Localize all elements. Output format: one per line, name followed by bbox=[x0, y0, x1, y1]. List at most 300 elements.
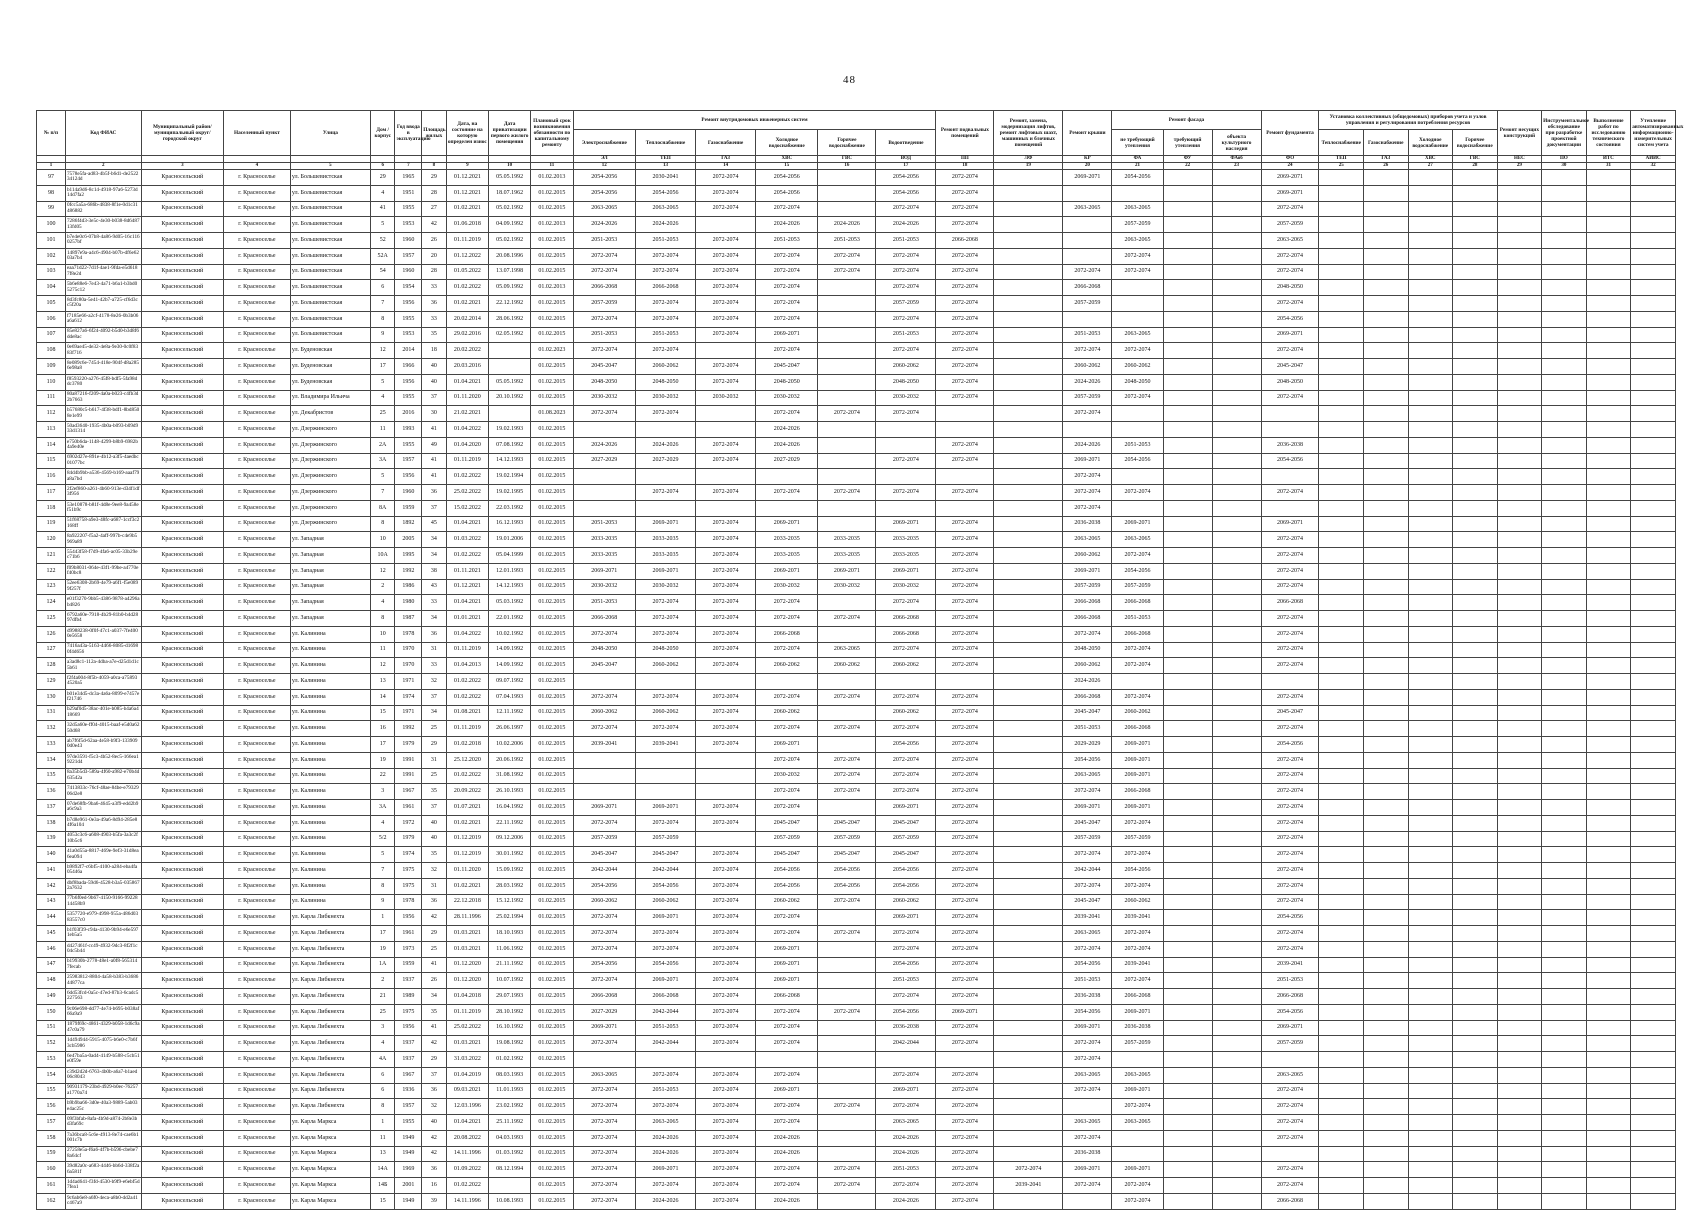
cell-foundation: 2072-2074 bbox=[1261, 721, 1319, 737]
cell-m-cold bbox=[1408, 941, 1453, 957]
cell-roof: 2072-2074 bbox=[936, 327, 994, 343]
cell-m-cold bbox=[1408, 957, 1453, 973]
cell-date-priv: 18.07.1962 bbox=[488, 185, 530, 201]
cell-date-priv: 04.03.1993 bbox=[488, 1130, 530, 1146]
cell-m-control bbox=[1586, 485, 1631, 501]
cell-sewer: 2072-2074 bbox=[876, 689, 936, 705]
cell-facade-warm bbox=[1163, 1036, 1212, 1052]
cell-m-hot bbox=[1453, 674, 1498, 690]
cell-m-energy bbox=[1631, 1115, 1676, 1131]
cell-municipal: Красносельский bbox=[141, 642, 223, 658]
cell-date-priv: 22.03.1992 bbox=[488, 500, 530, 516]
cell-street: ул. Калинина bbox=[290, 705, 370, 721]
cell-gid: b114a9d6-8c14-4918-97a6-5273d14d7fa2 bbox=[65, 185, 141, 201]
cell-facade-obj bbox=[1212, 343, 1261, 359]
cell-m-gas bbox=[1363, 1146, 1408, 1162]
cell-m-cold bbox=[1408, 422, 1453, 438]
cell-m-work bbox=[1497, 658, 1542, 674]
cell-m-heat bbox=[1319, 343, 1364, 359]
cell-settlement: г. Красноселье bbox=[224, 343, 291, 359]
cell-facade-warm bbox=[1163, 579, 1212, 595]
cell-m-cold bbox=[1408, 611, 1453, 627]
cell-facade-obj bbox=[1212, 1115, 1261, 1131]
cell-m-hot bbox=[1453, 532, 1498, 548]
cell-house: 4 bbox=[370, 390, 394, 406]
cell-num: 113 bbox=[37, 422, 66, 438]
cell-m-gas bbox=[1363, 721, 1408, 737]
cell-num: 118 bbox=[37, 500, 66, 516]
cell-basement bbox=[994, 390, 1063, 406]
cell-heat bbox=[635, 469, 695, 485]
cell-date-survey: 01.12.2021 bbox=[446, 170, 488, 186]
cell-gas bbox=[696, 217, 756, 233]
cell-house: 3А bbox=[370, 453, 394, 469]
cell-municipal: Красносельский bbox=[141, 1004, 223, 1020]
cell-num: 130 bbox=[37, 689, 66, 705]
cell-m-energy bbox=[1631, 705, 1676, 721]
cell-gid: 1879f69c-4861-4329-b058-1d6c9a47c0a79 bbox=[65, 1020, 141, 1036]
cell-foundation: 2066-2068 bbox=[1261, 1193, 1319, 1209]
cell-m-hot bbox=[1453, 1130, 1498, 1146]
cell-m-design bbox=[1542, 973, 1587, 989]
cell-m-energy bbox=[1631, 800, 1676, 816]
cell-planned: 01.02.2015 bbox=[531, 689, 573, 705]
cell-cold-water: 2054-2056 bbox=[756, 863, 818, 879]
cell-date-survey: 01.01.2021 bbox=[446, 611, 488, 627]
cell-year: 2014 bbox=[395, 343, 422, 359]
cell-year: 1970 bbox=[395, 642, 422, 658]
cell-m-energy bbox=[1631, 1099, 1676, 1115]
cell-m-design bbox=[1542, 721, 1587, 737]
cell-facade-req: 2069-2071 bbox=[1112, 800, 1163, 816]
cell-m-energy bbox=[1631, 500, 1676, 516]
cell-street: ул. Большевистская bbox=[290, 280, 370, 296]
cell-foundation: 2072-2074 bbox=[1261, 548, 1319, 564]
cell-lifts: 2072-2074 bbox=[1063, 343, 1112, 359]
cell-street: ул. Большевистская bbox=[290, 185, 370, 201]
cell-num: 153 bbox=[37, 1052, 66, 1068]
cell-roof: 2072-2074 bbox=[936, 453, 994, 469]
cell-facade-warm bbox=[1163, 437, 1212, 453]
cell-settlement: г. Красноселье bbox=[224, 752, 291, 768]
cell-street: ул. Карла Либкнехта bbox=[290, 910, 370, 926]
cell-facade-warm bbox=[1163, 1067, 1212, 1083]
cell-basement bbox=[994, 185, 1063, 201]
cell-gas: 2072-2074 bbox=[696, 563, 756, 579]
column-code bbox=[65, 156, 141, 163]
cell-m-heat bbox=[1319, 941, 1364, 957]
cell-facade-warm bbox=[1163, 563, 1212, 579]
cell-facade-warm bbox=[1163, 453, 1212, 469]
cell-lifts: 2069-2071 bbox=[1063, 800, 1112, 816]
col-facade-warm: требующий утепления bbox=[1163, 130, 1212, 156]
cell-m-heat bbox=[1319, 437, 1364, 453]
cell-m-heat bbox=[1319, 233, 1364, 249]
column-number: 23 bbox=[1212, 163, 1261, 170]
cell-cold-water: 2057-2059 bbox=[756, 831, 818, 847]
cell-sewer: 2051-2053 bbox=[876, 1162, 936, 1178]
cell-facade-req: 2069-2071 bbox=[1112, 1083, 1163, 1099]
cell-date-priv: 19.02.1994 bbox=[488, 469, 530, 485]
cell-house: 5 bbox=[370, 847, 394, 863]
cell-m-energy bbox=[1631, 532, 1676, 548]
cell-m-control bbox=[1586, 863, 1631, 879]
cell-date-survey: 01.02.2021 bbox=[446, 815, 488, 831]
cell-gid: 9c6ab6e8-a6f0-4eca-a8b0-dd2a41c467a9 bbox=[65, 1193, 141, 1209]
cell-electro: 2057-2059 bbox=[573, 831, 635, 847]
cell-facade-warm bbox=[1163, 201, 1212, 217]
cell-m-energy bbox=[1631, 973, 1676, 989]
cell-lifts: 2029-2029 bbox=[1063, 737, 1112, 753]
cell-roof: 2072-2074 bbox=[936, 516, 994, 532]
cell-m-gas bbox=[1363, 1099, 1408, 1115]
cell-settlement: г. Красноселье bbox=[224, 1036, 291, 1052]
cell-date-survey: 01.04.2021 bbox=[446, 1115, 488, 1131]
cell-date-survey: 01.12.2019 bbox=[446, 831, 488, 847]
cell-cold-water: 2027-2029 bbox=[756, 453, 818, 469]
cell-facade-req: 2054-2056 bbox=[1112, 453, 1163, 469]
cell-date-priv: 10.02.2006 bbox=[488, 737, 530, 753]
cell-m-hot bbox=[1453, 878, 1498, 894]
cell-basement bbox=[994, 1099, 1063, 1115]
cell-hot-water bbox=[818, 957, 876, 973]
cell-date-priv: 22.12.1992 bbox=[488, 296, 530, 312]
column-code: ТЕП bbox=[1319, 156, 1364, 163]
cell-foundation: 2072-2074 bbox=[1261, 658, 1319, 674]
cell-m-heat bbox=[1319, 1193, 1364, 1209]
cell-facade-warm bbox=[1163, 1193, 1212, 1209]
cell-m-work bbox=[1497, 611, 1542, 627]
cell-gas: 2072-2074 bbox=[696, 201, 756, 217]
cell-flats: 36 bbox=[422, 894, 446, 910]
cell-m-work bbox=[1497, 201, 1542, 217]
cell-m-control bbox=[1586, 1067, 1631, 1083]
cell-facade-warm bbox=[1163, 422, 1212, 438]
cell-foundation bbox=[1261, 1146, 1319, 1162]
cell-basement bbox=[994, 878, 1063, 894]
cell-m-heat bbox=[1319, 910, 1364, 926]
cell-house: 4 bbox=[370, 185, 394, 201]
cell-house: 25 bbox=[370, 406, 394, 422]
cell-lifts: 2054-2056 bbox=[1063, 1004, 1112, 1020]
cell-electro: 2051-2053 bbox=[573, 516, 635, 532]
cell-facade-warm bbox=[1163, 800, 1212, 816]
cell-basement bbox=[994, 437, 1063, 453]
cell-hot-water bbox=[818, 800, 876, 816]
cell-municipal: Красносельский bbox=[141, 185, 223, 201]
cell-m-heat bbox=[1319, 579, 1364, 595]
cell-m-energy bbox=[1631, 453, 1676, 469]
cell-gid: 6902d27e-891e-4b12-a3f5-4aedbc01077bc bbox=[65, 453, 141, 469]
cell-street: ул. Калинина bbox=[290, 768, 370, 784]
cell-gas: 2072-2074 bbox=[696, 1193, 756, 1209]
cell-m-heat bbox=[1319, 264, 1364, 280]
cell-lifts: 2045-2047 bbox=[1063, 894, 1112, 910]
column-number: 6 bbox=[370, 163, 394, 170]
cell-municipal: Красносельский bbox=[141, 800, 223, 816]
cell-cold-water: 2069-2071 bbox=[756, 957, 818, 973]
cell-m-control bbox=[1586, 1099, 1631, 1115]
cell-m-design bbox=[1542, 280, 1587, 296]
cell-foundation: 2054-2056 bbox=[1261, 453, 1319, 469]
cell-m-heat bbox=[1319, 422, 1364, 438]
cell-facade-req: 2060-2062 bbox=[1112, 894, 1163, 910]
cell-num: 101 bbox=[37, 233, 66, 249]
cell-m-gas bbox=[1363, 737, 1408, 753]
cell-house: 2А bbox=[370, 437, 394, 453]
cell-m-energy bbox=[1631, 878, 1676, 894]
cell-m-gas bbox=[1363, 642, 1408, 658]
cell-hot-water: 2072-2074 bbox=[818, 894, 876, 910]
cell-year: 1966 bbox=[395, 359, 422, 375]
cell-date-priv: 02.05.1992 bbox=[488, 327, 530, 343]
cell-foundation bbox=[1261, 406, 1319, 422]
cell-municipal: Красносельский bbox=[141, 926, 223, 942]
cell-m-heat bbox=[1319, 374, 1364, 390]
cell-m-cold bbox=[1408, 989, 1453, 1005]
cell-sewer: 2024-2026 bbox=[876, 1193, 936, 1209]
cell-roof: 2072-2074 bbox=[936, 847, 994, 863]
column-number: 24 bbox=[1261, 163, 1319, 170]
cell-date-survey: 09.03.2021 bbox=[446, 1083, 488, 1099]
cell-street: ул. Калинина bbox=[290, 847, 370, 863]
cell-street: ул. Карла Либкнехта bbox=[290, 1004, 370, 1020]
cell-roof: 2072-2074 bbox=[936, 343, 994, 359]
cell-heat: 2072-2074 bbox=[635, 941, 695, 957]
cell-house: 17 bbox=[370, 926, 394, 942]
table-row bbox=[37, 343, 1676, 359]
cell-flats: 25 bbox=[422, 768, 446, 784]
cell-municipal: Красносельский bbox=[141, 1052, 223, 1068]
cell-flats: 25 bbox=[422, 941, 446, 957]
cell-facade-warm bbox=[1163, 1052, 1212, 1068]
column-code bbox=[422, 156, 446, 163]
cell-electro: 2072-2074 bbox=[573, 1036, 635, 1052]
cell-house: 17 bbox=[370, 737, 394, 753]
cell-facade-warm bbox=[1163, 1146, 1212, 1162]
cell-house: 21 bbox=[370, 989, 394, 1005]
cell-planned: 01.02.2015 bbox=[531, 941, 573, 957]
cell-street: ул. Калинина bbox=[290, 737, 370, 753]
cell-m-control bbox=[1586, 957, 1631, 973]
cell-date-survey: 01.11.2019 bbox=[446, 642, 488, 658]
cell-m-gas bbox=[1363, 296, 1408, 312]
cell-facade-warm bbox=[1163, 611, 1212, 627]
cell-street: ул. Западная bbox=[290, 532, 370, 548]
cell-municipal: Красносельский bbox=[141, 863, 223, 879]
cell-flats: 49 bbox=[422, 437, 446, 453]
cell-num: 100 bbox=[37, 217, 66, 233]
cell-m-work bbox=[1497, 280, 1542, 296]
cell-basement bbox=[994, 611, 1063, 627]
col-m-heat: Теплоснабжение bbox=[1319, 130, 1364, 156]
cell-num: 98 bbox=[37, 185, 66, 201]
cell-m-cold bbox=[1408, 170, 1453, 186]
cell-facade-req: 2054-2056 bbox=[1112, 563, 1163, 579]
cell-gas: 2072-2074 bbox=[696, 532, 756, 548]
cell-date-survey: 12.03.1996 bbox=[446, 1099, 488, 1115]
cell-facade-warm bbox=[1163, 1083, 1212, 1099]
cell-municipal: Красносельский bbox=[141, 752, 223, 768]
cell-date-priv: 01.02.1992 bbox=[488, 1052, 530, 1068]
cell-house: 41 bbox=[370, 201, 394, 217]
cell-gid: 14897e9a-a4c6-4904-b07b-df6e6203a7b4 bbox=[65, 248, 141, 264]
cell-num: 111 bbox=[37, 390, 66, 406]
cell-m-hot bbox=[1453, 642, 1498, 658]
cell-m-cold bbox=[1408, 248, 1453, 264]
cell-flats: 35 bbox=[422, 847, 446, 863]
cell-facade-warm bbox=[1163, 815, 1212, 831]
column-code: ИТС bbox=[1586, 156, 1631, 163]
cell-house: 54 bbox=[370, 264, 394, 280]
cell-gas: 2072-2074 bbox=[696, 878, 756, 894]
cell-heat: 2048-2050 bbox=[635, 374, 695, 390]
cell-m-hot bbox=[1453, 941, 1498, 957]
cell-m-gas bbox=[1363, 532, 1408, 548]
cell-sewer: 2057-2059 bbox=[876, 831, 936, 847]
cell-settlement: г. Красноселье bbox=[224, 815, 291, 831]
cell-cold-water: 2045-2047 bbox=[756, 359, 818, 375]
cell-flats: 29 bbox=[422, 170, 446, 186]
cell-flats: 33 bbox=[422, 658, 446, 674]
table-row bbox=[37, 516, 1676, 532]
cell-m-energy bbox=[1631, 374, 1676, 390]
cell-facade-req: 2051-2053 bbox=[1112, 611, 1163, 627]
cell-house: 8 bbox=[370, 1099, 394, 1115]
cell-m-design bbox=[1542, 957, 1587, 973]
cell-facade-warm bbox=[1163, 973, 1212, 989]
column-code bbox=[446, 156, 488, 163]
cell-roof: 2072-2074 bbox=[936, 642, 994, 658]
cell-date-priv: 18.10.1993 bbox=[488, 926, 530, 942]
cell-m-work bbox=[1497, 784, 1542, 800]
cell-roof: 2072-2074 bbox=[936, 1146, 994, 1162]
cell-facade-req: 2039-2041 bbox=[1112, 957, 1163, 973]
cell-facade-obj bbox=[1212, 1178, 1261, 1194]
cell-municipal: Красносельский bbox=[141, 390, 223, 406]
cell-m-energy bbox=[1631, 1083, 1676, 1099]
cell-m-gas bbox=[1363, 201, 1408, 217]
cell-m-cold bbox=[1408, 406, 1453, 422]
cell-facade-warm bbox=[1163, 1130, 1212, 1146]
cell-municipal: Красносельский bbox=[141, 611, 223, 627]
cell-gas: 2072-2074 bbox=[696, 453, 756, 469]
cell-m-design bbox=[1542, 217, 1587, 233]
cell-cold-water: 2072-2074 bbox=[756, 248, 818, 264]
cell-date-priv: 09.12.2006 bbox=[488, 831, 530, 847]
cell-street: ул. Карла Маркса bbox=[290, 1162, 370, 1178]
cell-street: ул. Дзержинского bbox=[290, 437, 370, 453]
cell-m-energy bbox=[1631, 217, 1676, 233]
cell-m-control bbox=[1586, 721, 1631, 737]
cell-settlement: г. Красноселье bbox=[224, 1099, 291, 1115]
cell-facade-req: 2072-2074 bbox=[1112, 1099, 1163, 1115]
cell-facade-obj bbox=[1212, 217, 1261, 233]
cell-facade-warm bbox=[1163, 390, 1212, 406]
cell-settlement: г. Красноселье bbox=[224, 390, 291, 406]
cell-settlement: г. Красноселье bbox=[224, 658, 291, 674]
cell-settlement: г. Красноселье bbox=[224, 485, 291, 501]
cell-flats: 34 bbox=[422, 989, 446, 1005]
cell-roof: 2072-2074 bbox=[936, 437, 994, 453]
cell-street: ул. Карла Либкнехта bbox=[290, 941, 370, 957]
cell-m-work bbox=[1497, 311, 1542, 327]
column-code bbox=[531, 156, 573, 163]
col-m-hot: Горячее водоснабжение bbox=[1453, 130, 1498, 156]
cell-m-design bbox=[1542, 453, 1587, 469]
cell-gid: 5b6e88e6-7e43-4a71-b6a1-b3bd05275c12 bbox=[65, 280, 141, 296]
cell-house: 5 bbox=[370, 469, 394, 485]
cell-flats: 29 bbox=[422, 926, 446, 942]
cell-m-gas bbox=[1363, 1193, 1408, 1209]
cell-municipal: Красносельский bbox=[141, 1115, 223, 1131]
column-number: 25 bbox=[1319, 163, 1364, 170]
cell-num: 135 bbox=[37, 768, 66, 784]
cell-foundation: 2072-2074 bbox=[1261, 1162, 1319, 1178]
cell-m-gas bbox=[1363, 563, 1408, 579]
cell-m-design bbox=[1542, 674, 1587, 690]
cell-house: 8 bbox=[370, 311, 394, 327]
cell-house: 2 bbox=[370, 579, 394, 595]
cell-facade-warm bbox=[1163, 784, 1212, 800]
cell-m-gas bbox=[1363, 579, 1408, 595]
cell-flats: 32 bbox=[422, 674, 446, 690]
cell-year: 1991 bbox=[395, 752, 422, 768]
cell-sewer: 2030-2032 bbox=[876, 390, 936, 406]
cell-street: ул. Калинина bbox=[290, 674, 370, 690]
cell-m-design bbox=[1542, 815, 1587, 831]
cell-street: ул. Большевистская bbox=[290, 327, 370, 343]
cell-m-cold bbox=[1408, 1067, 1453, 1083]
cell-m-gas bbox=[1363, 516, 1408, 532]
cell-gid: 97de3591-f5c3-4b52-8ec5-166ea19221d4 bbox=[65, 752, 141, 768]
cell-date-priv bbox=[488, 1178, 530, 1194]
cell-basement bbox=[994, 280, 1063, 296]
cell-m-energy bbox=[1631, 611, 1676, 627]
cell-gas: 2072-2074 bbox=[696, 1083, 756, 1099]
cell-basement bbox=[994, 532, 1063, 548]
cell-facade-obj bbox=[1212, 327, 1261, 343]
cell-facade-obj bbox=[1212, 611, 1261, 627]
cell-cold-water: 2072-2074 bbox=[756, 1178, 818, 1194]
cell-date-priv: 08.03.1993 bbox=[488, 1067, 530, 1083]
cell-settlement: г. Красноселье bbox=[224, 563, 291, 579]
table-row bbox=[37, 642, 1676, 658]
cell-lifts: 2051-2053 bbox=[1063, 973, 1112, 989]
cell-m-heat bbox=[1319, 185, 1364, 201]
cell-m-cold bbox=[1408, 1193, 1453, 1209]
table-row bbox=[37, 737, 1676, 753]
cell-facade-obj bbox=[1212, 973, 1261, 989]
cell-municipal: Красносельский bbox=[141, 280, 223, 296]
cell-gid: b7d8e961-0e3a-49a6-8d94-285e84f6a104 bbox=[65, 815, 141, 831]
cell-m-design bbox=[1542, 910, 1587, 926]
cell-roof: 2072-2074 bbox=[936, 217, 994, 233]
cell-m-heat bbox=[1319, 311, 1364, 327]
cell-sewer: 2054-2056 bbox=[876, 737, 936, 753]
cell-sewer: 2072-2074 bbox=[876, 248, 936, 264]
cell-sewer: 2072-2074 bbox=[876, 941, 936, 957]
cell-settlement: г. Красноселье bbox=[224, 941, 291, 957]
cell-foundation: 2072-2074 bbox=[1261, 485, 1319, 501]
cell-house: 7 bbox=[370, 485, 394, 501]
cell-m-work bbox=[1497, 1004, 1542, 1020]
cell-roof: 2072-2074 bbox=[936, 800, 994, 816]
cell-m-work bbox=[1497, 233, 1542, 249]
cell-heat: 2072-2074 bbox=[635, 248, 695, 264]
cell-street: ул. Калинина bbox=[290, 784, 370, 800]
cell-m-work bbox=[1497, 500, 1542, 516]
